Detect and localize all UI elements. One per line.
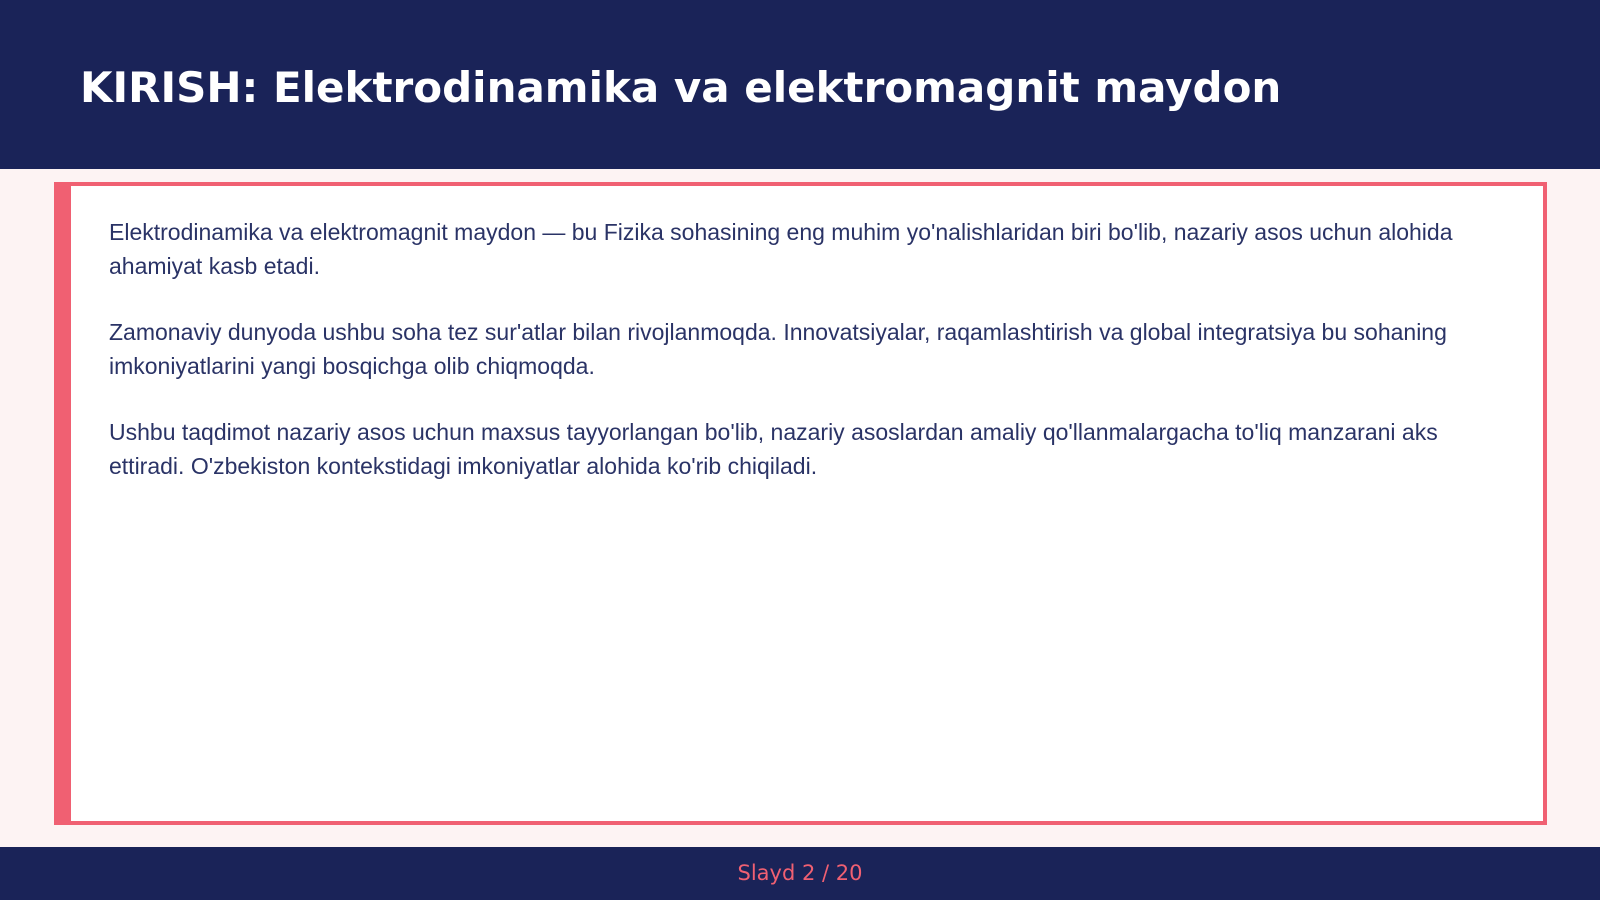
- slide-header: [0, 0, 1600, 169]
- slide-counter: Slayd 2 / 20: [737, 861, 863, 885]
- content-card: [54, 182, 1547, 825]
- slide-title: KIRISH: Elektrodinamika va elektromagnit maydon: [80, 63, 1282, 112]
- paragraph-modern-world: Zamonaviy dunyoda ushbu soha tez sur'atlar bilan rivojlanmoqda. Innovatsiyalar, raqamlashtirish va global integratsiya bu sohaning imkoniyatlarini yangi bosqichga olib chiqmoqda.: [109, 319, 1447, 379]
- paragraph-presentation-purpose: Ushbu taqdimot nazariy asos uchun maxsus tayyorlangan bo'lib, nazariy asoslardan amaliy qo'llanmalargacha to'liq manzarani aks ettiradi. O'zbekiston kontekstidagi imkoniyatlar alohida ko'rib chiqiladi.: [109, 419, 1438, 479]
- slide-footer: [0, 847, 1600, 900]
- paragraph-intro: Elektrodinamika va elektromagnit maydon — bu Fizika sohasining eng muhim yo'nalishlaridan biri bo'lib, nazariy asos uchun alohida ahamiyat kasb etadi.: [109, 219, 1453, 279]
